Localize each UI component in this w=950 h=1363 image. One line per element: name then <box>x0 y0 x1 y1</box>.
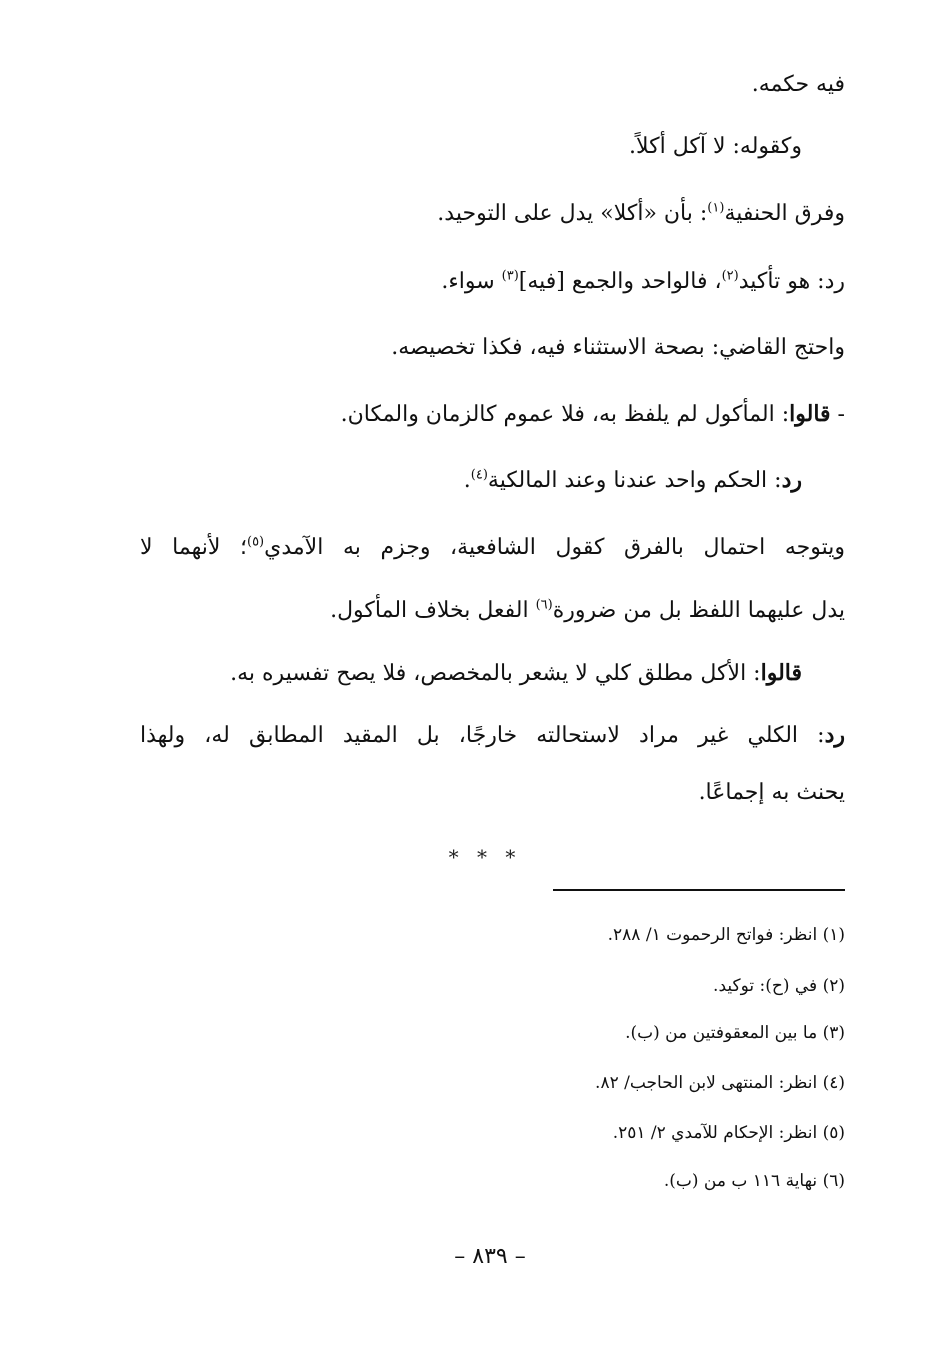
footnote-1: (١) انظر: فواتح الرحموت ١/ ٢٨٨. <box>607 925 845 945</box>
body-text: : الحكم واحد عندنا وعند المالكية <box>487 468 782 493</box>
objection-label: قالوا <box>789 401 831 427</box>
body-text: سواء. <box>441 269 502 294</box>
footnote-ref[interactable]: (٥) <box>246 534 265 550</box>
body-text: : المأكول لم يلفظ به، فلا عموم كالزمان والمكان. <box>340 402 790 427</box>
footnote-ref[interactable]: (٣) <box>501 268 519 284</box>
body-text: رد: هو تأكيد <box>738 269 845 294</box>
footnote-ref[interactable]: (١) <box>707 200 725 216</box>
body-line-8 <box>140 531 845 565</box>
body-line-12 <box>699 776 845 810</box>
body-text: وفرق الحنفية <box>724 201 845 226</box>
body-text: واحتج القاضي: بصحة الاستثناء فيه، فكذا تخصيصه. <box>391 335 845 360</box>
body-text: ، فالواحد والجمع [فيه] <box>518 269 722 294</box>
footnote-2: (٢) في (ح): توكيد. <box>713 976 845 996</box>
body-line-10 <box>230 656 802 691</box>
reply-label: رد <box>781 467 802 493</box>
body-line-5 <box>391 331 845 365</box>
footnote-6: (٦) نهاية ١١٦ ب من (ب). <box>663 1171 845 1191</box>
page-number: – ٨٣٩ – <box>454 1244 526 1269</box>
body-text: ؛ لأنهما لا <box>140 535 247 560</box>
footnote-ref[interactable]: (٢) <box>721 268 739 284</box>
body-line-4 <box>441 265 845 299</box>
body-text: . <box>463 468 471 493</box>
body-text: وكقوله: لا آكل أكلاً. <box>629 134 802 159</box>
footnote-ref[interactable]: (٦) <box>535 597 553 613</box>
body-line-11 <box>140 718 845 753</box>
body-text: : الكلي غير مراد لاستحالته خارجًا، بل المقيد المطابق له، ولهذا <box>140 723 825 748</box>
body-line-6 <box>341 397 845 432</box>
body-text: الفعل بخلاف المأكول. <box>330 598 536 623</box>
body-line-9 <box>330 594 845 628</box>
footnote-ref[interactable]: (٤) <box>470 467 488 483</box>
footnote-3: (٣) ما بين المعقوفتين من (ب). <box>625 1023 845 1043</box>
body-line-3 <box>437 197 845 231</box>
objection-label: قالوا <box>760 660 802 686</box>
footnote-5: (٥) انظر: الإحكام للآمدي ٢/ ٢٥١. <box>612 1123 845 1143</box>
body-line-2 <box>629 130 802 164</box>
footnote-rule <box>553 889 845 891</box>
body-text: يحنث به إجماعًا. <box>698 780 845 805</box>
reply-label: رد <box>824 722 845 748</box>
body-text: : الأكل مطلق كلي لا يشعر بالمخصص، فلا يصح تفسيره به. <box>230 661 761 686</box>
body-text: : بأن «أكلا» يدل على التوحيد. <box>437 201 708 226</box>
body-text: فيه حكمه. <box>751 72 845 97</box>
body-line-7 <box>464 463 802 498</box>
dash-marker: - <box>830 402 845 427</box>
body-line-1 <box>752 68 845 102</box>
footnote-4: (٤) انظر: المنتهى لابن الحاجب/ ٨٢. <box>595 1073 845 1093</box>
body-text: يدل عليهما اللفظ بل من ضرورة <box>552 598 845 623</box>
section-separator: * * * <box>448 845 522 869</box>
body-text: ويتوجه احتمال بالفرق كقول الشافعية، وجزم به الآمدي <box>264 535 845 560</box>
